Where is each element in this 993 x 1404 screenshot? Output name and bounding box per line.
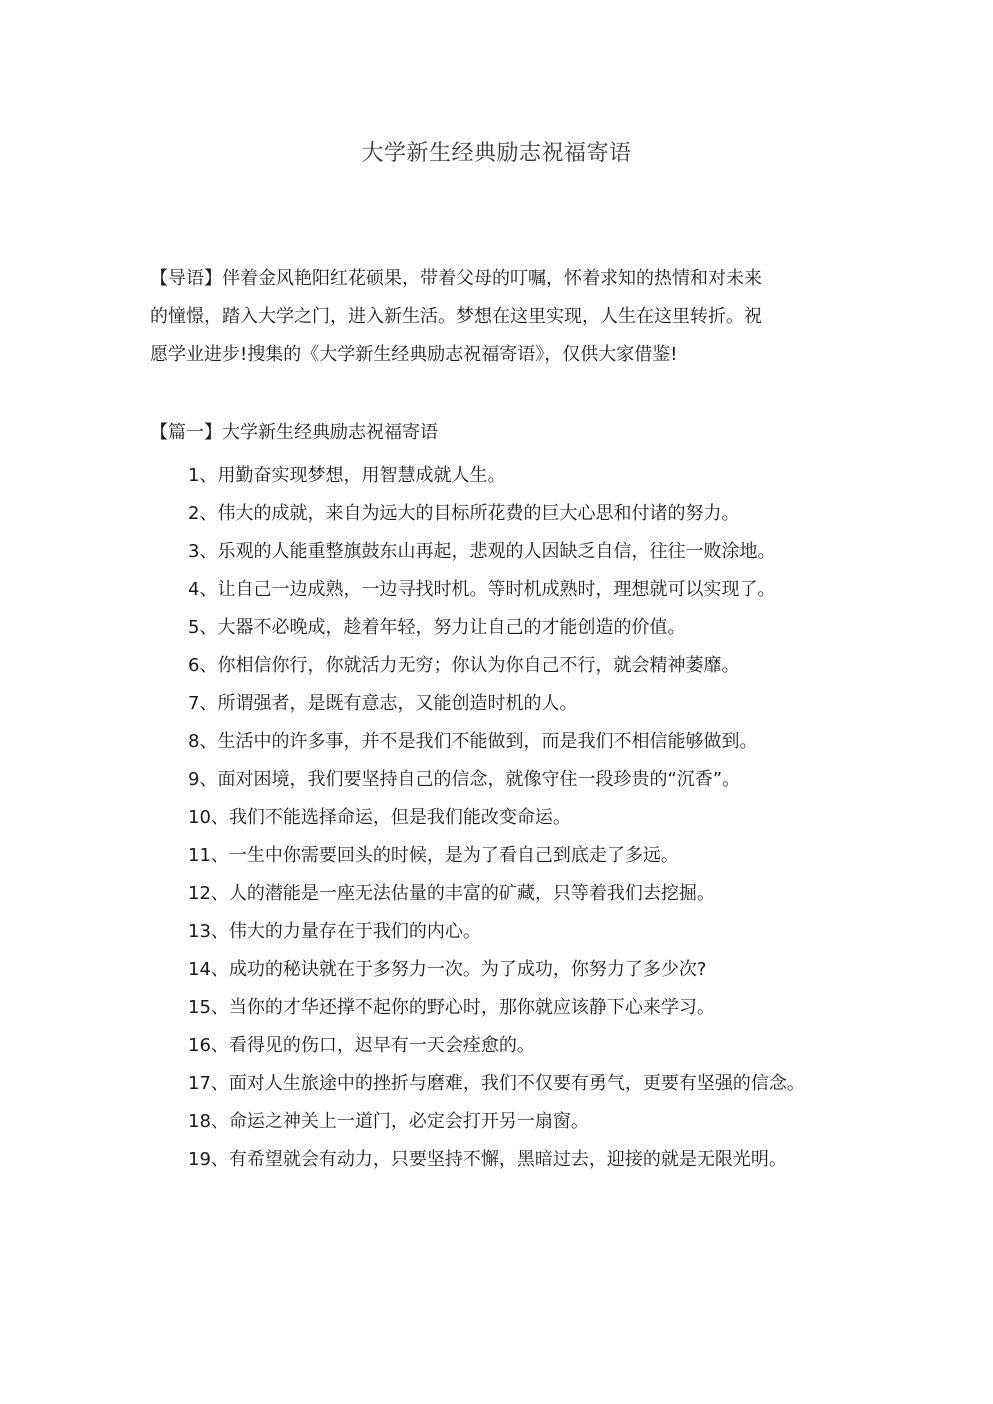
list-item: 11、一生中你需要回头的时候，是为了看自己到底走了多远。 xyxy=(188,845,679,866)
list-item: 13、伟大的力量存在于我们的内心。 xyxy=(188,921,481,942)
list-item: 10、我们不能选择命运，但是我们能改变命运。 xyxy=(188,807,571,828)
section-heading: 【篇一】大学新生经典励志祝福寄语 xyxy=(150,422,438,443)
list-item: 2、伟大的成就，来自为远大的目标所花费的巨大心思和付诸的努力。 xyxy=(188,503,740,524)
list-item: 18、命运之神关上一道门，必定会打开另一扇窗。 xyxy=(188,1111,589,1132)
list-item: 1、用勤奋实现梦想，用智慧成就人生。 xyxy=(188,465,506,486)
list-item: 9、面对困境，我们要坚持自己的信念，就像守住一段珍贵的“沉香”。 xyxy=(188,769,741,790)
intro-line: 愿学业进步!搜集的《大学新生经典励志祝福寄语》，仅供大家借鉴! xyxy=(150,344,678,365)
list-item: 7、所谓强者，是既有意志，又能创造时机的人。 xyxy=(188,693,578,714)
list-item: 19、有希望就会有动力，只要坚持不懈，黑暗过去，迎接的就是无限光明。 xyxy=(188,1149,787,1170)
list-item: 14、成功的秘诀就在于多努力一次。为了成功，你努力了多少次? xyxy=(188,959,707,980)
intro-paragraph xyxy=(150,260,850,374)
list-item: 12、人的潜能是一座无法估量的丰富的矿藏，只等着我们去挖掘。 xyxy=(188,883,715,904)
list-item: 8、生活中的许多事，并不是我们不能做到，而是我们不相信能够做到。 xyxy=(188,731,758,752)
list-item: 5、大器不必晚成，趁着年轻，努力让自己的才能创造的价值。 xyxy=(188,617,686,638)
list-item: 16、看得见的伤口，迟早有一天会痊愈的。 xyxy=(188,1035,535,1056)
document-title: 大学新生经典励志祝福寄语 xyxy=(361,141,632,166)
intro-line: 【导语】伴着金风艳阳红花硕果，带着父母的叮嘱，怀着求知的热情和对未来 xyxy=(150,268,762,289)
list-item: 6、你相信你行，你就活力无穷；你认为你自己不行，就会精神萎靡。 xyxy=(188,655,740,676)
quote-list xyxy=(150,457,850,1179)
list-item: 4、让自己一边成熟，一边寻找时机。等时机成熟时，理想就可以实现了。 xyxy=(188,579,776,600)
intro-line: 的憧憬，踏入大学之门，进入新生活。梦想在这里实现，人生在这里转折。祝 xyxy=(150,306,762,327)
list-item: 15、当你的才华还撑不起你的野心时，那你就应该静下心来学习。 xyxy=(188,997,715,1018)
list-item: 3、乐观的人能重整旗鼓东山再起，悲观的人因缺乏自信，往往一败涂地。 xyxy=(188,541,776,562)
list-item: 17、面对人生旅途中的挫折与磨难，我们不仅要有勇气，更要有坚强的信念。 xyxy=(188,1073,805,1094)
